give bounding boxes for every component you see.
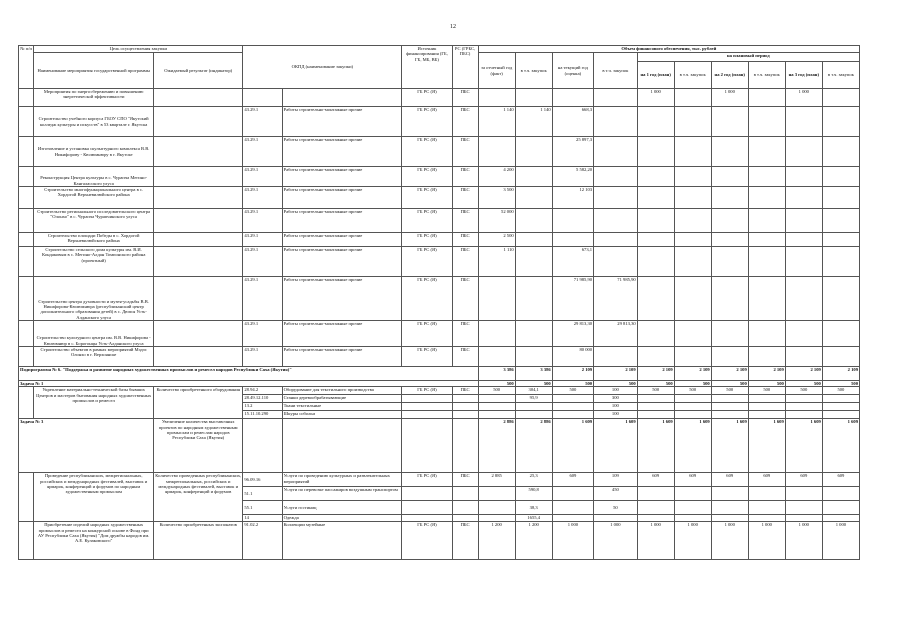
okpd-name-cell: Работы строительно-монтажные прочие	[282, 247, 402, 277]
year1-cell: 1 000	[637, 522, 674, 560]
proc2-cell: 1 000	[594, 522, 638, 560]
year2-cell: 1 000	[711, 89, 748, 107]
okpd-code-cell: 43.29.1	[243, 107, 282, 137]
proc4-cell: 609	[748, 473, 785, 487]
okpd-code-cell: 28.49.12.110	[243, 395, 282, 403]
rs-cell: ПБС	[452, 233, 478, 247]
okpd-code-cell: 15.11.10.290	[243, 411, 282, 419]
okpd-code-cell: 43.29.1	[243, 187, 282, 209]
okpd-name-cell: Работы строительно-монтажные прочие	[282, 137, 402, 167]
header-row-1	[19, 46, 860, 53]
header-incl-proc-1: в т.ч. закупок	[515, 53, 552, 89]
year2-cell: 2 109	[711, 367, 748, 381]
current-cell: 500	[552, 387, 593, 395]
report-cell: 2 500	[478, 233, 515, 247]
proc4-cell: 1 000	[748, 522, 785, 560]
okpd-code-cell: 43.29.1	[243, 167, 282, 187]
source-cell: ГБ РС (Я)	[402, 247, 452, 277]
source-cell: ГБ РС (Я)	[402, 137, 452, 167]
proc2-cell: 50	[594, 501, 638, 515]
proc3-cell: 609	[674, 473, 711, 487]
source-cell: ГБ РС (Я)	[402, 277, 452, 321]
report-cell: 1 110	[478, 247, 515, 277]
proc2-cell: 2 109	[594, 367, 638, 381]
source-cell: ГБ РС (Я)	[402, 187, 452, 209]
source-cell: ГБ РС (Я)	[402, 209, 452, 233]
source-cell: ГБ РС (Я)	[402, 473, 452, 487]
expected-cell: Количество проведенных республиканских, межрегиональных, российских и международных фестивалей, выставок и ярмарок, конференций и форумов	[154, 473, 243, 522]
rs-cell: ПБС	[452, 167, 478, 187]
rs-cell: ПБС	[452, 247, 478, 277]
proc2-cell: 29 813,30	[594, 321, 638, 347]
proc1-cell: 3 386	[515, 367, 552, 381]
proc1-cell: 304,1	[515, 387, 552, 395]
okpd-code-cell: 28.94.2	[243, 387, 282, 395]
rs-cell: ПБС	[452, 107, 478, 137]
proc4-cell: 1 609	[748, 419, 785, 473]
report-cell: 2 885	[478, 473, 515, 487]
header-incl-proc-3: в т.ч. закупок	[674, 62, 711, 89]
proc2-cell: 300	[594, 395, 638, 403]
proc3-cell: 1 609	[674, 419, 711, 473]
procurement-table	[18, 45, 860, 560]
current-cell: 2 109	[552, 367, 593, 381]
proc5-cell: 1 000	[822, 522, 859, 560]
table-row	[19, 473, 860, 487]
table-row	[19, 89, 860, 107]
header-incl-proc-4: в т.ч. закупок	[748, 62, 785, 89]
proc1-cell: 2 886	[515, 419, 552, 473]
rs-cell: ПБС	[452, 522, 478, 560]
okpd-code-cell: 43.29.1	[243, 347, 282, 367]
expected-cell: Количество приобретенного оборудования	[154, 387, 243, 419]
activity-cell: Строительство площади Победы в с. Хордогой Верхневилюйского района	[34, 233, 154, 247]
subprogram-row	[19, 367, 860, 381]
year3-cell: 1 000	[785, 89, 822, 107]
proc3-cell: 1 000	[674, 522, 711, 560]
table-row	[19, 233, 860, 247]
header-year-3: на 3 год (план)	[785, 62, 822, 89]
year3-cell: 2 109	[785, 367, 822, 381]
rs-cell: ПБС	[452, 321, 478, 347]
okpd-code-cell: 43.29.1	[243, 321, 282, 347]
report-cell: 500	[478, 381, 515, 387]
okpd-name-cell: Шкуры собольи	[282, 411, 402, 419]
source-cell: ГБ РС (Я)	[402, 233, 452, 247]
task-title: Задача № 1	[19, 381, 479, 387]
header-volume: Объем финансового обеспечения, тыс. рублей	[478, 46, 859, 53]
report-cell: 1 140	[478, 107, 515, 137]
proc2-cell: 109	[594, 473, 638, 487]
okpd-name-cell: Работы строительно-монтажные прочие	[282, 321, 402, 347]
page-number: 12	[450, 24, 456, 30]
header-num: № п/п	[19, 46, 34, 89]
activity-cell: Укрепление материально-технической базы бывших Центров и мастеров бытования народных художественных промыслов и ремесел	[34, 387, 154, 419]
activity-cell: Строительство объектов в рамках мероприятий Мэдэс Олонхо в г. Верхоянске	[34, 347, 154, 367]
okpd-code-cell: 43.29.1	[243, 233, 282, 247]
year3-cell: 1 000	[785, 522, 822, 560]
header-current: на текущий год (оценка)	[552, 53, 593, 89]
current-cell: 673,1	[552, 247, 593, 277]
header-rs: РС (ГРБС, ПБС)	[452, 46, 478, 89]
report-cell: 2 886	[478, 419, 515, 473]
proc4-cell: 500	[748, 381, 785, 387]
okpd-name-cell: Услуги гостиниц	[282, 501, 402, 515]
header-incl-proc-5: в т.ч. закупок	[822, 62, 859, 89]
activity-cell: Строительство регионального исследовательского центра "Олонхо" в с. Чурапча Чурапчинского улуса	[34, 209, 154, 233]
year1-cell: 1 609	[637, 419, 674, 473]
okpd-name-cell: Работы строительно-монтажные прочие	[282, 233, 402, 247]
table-row	[19, 167, 860, 187]
table-row	[19, 277, 860, 321]
year2-cell: 1 000	[711, 522, 748, 560]
proc2-cell: 1 609	[594, 419, 638, 473]
rs-cell: ПБС	[452, 473, 478, 487]
proc1-cell: 25,3	[515, 473, 552, 487]
source-cell: ГБ РС (Я)	[402, 347, 452, 367]
year1-cell: 2 109	[637, 367, 674, 381]
proc1-cell: 500	[515, 381, 552, 387]
table-row	[19, 522, 860, 560]
subprogram-title: Подпрограмма № 6. "Поддержка и развитие народных художественных промыслов и ремесел народов Республики Саха (Якутия)"	[19, 367, 479, 381]
current-cell: 1 609	[552, 419, 593, 473]
current-cell: 71 985,90	[552, 277, 593, 321]
report-cell: 1 200	[478, 522, 515, 560]
header-purpose: Цель осуществления закупки	[34, 46, 243, 53]
current-cell: 12 103	[552, 187, 593, 209]
proc5-cell: 1 609	[822, 419, 859, 473]
table-row	[19, 107, 860, 137]
activity-cell: Изготовление и установка скульптурного комплекса В.В. Никифорову - Кюлюмнюру в г. Якутске	[34, 137, 154, 167]
proc1-cell: 95,9	[515, 395, 552, 403]
activity-cell: Приобретение изделий народных художественных промыслов и ремесел на конкурсной основе в Фонд при АУ Республики Саха (Якутия) "Дом дружбы народов им. А.Е. Кулаковского"	[34, 522, 154, 560]
proc1-cell: 1 140	[515, 107, 552, 137]
header-year-1: на 1 год (план)	[637, 62, 674, 89]
year2-cell: 609	[711, 473, 748, 487]
year3-cell: 500	[785, 381, 822, 387]
rs-cell: ПБС	[452, 347, 478, 367]
table-row	[19, 209, 860, 233]
activity-cell: Строительство центра духовности и музея-усадьбы В.В. Никифорова-Кюлюмнюра (республиканский центр дополнительного образования детей) в с. Дюпся Усть-Алданского улуса	[34, 277, 154, 321]
proc5-cell: 500	[822, 381, 859, 387]
table-row	[19, 347, 860, 367]
okpd-code-cell: 43.29.1	[243, 209, 282, 233]
okpd-name-cell: Ткани текстильные	[282, 403, 402, 411]
current-cell: 29 813,30	[552, 321, 593, 347]
proc2-cell: 71 985,90	[594, 277, 638, 321]
okpd-name-cell: Работы строительно-монтажные прочие	[282, 187, 402, 209]
report-cell: 4 200	[478, 167, 515, 187]
activity-cell: Строительство учебного корпуса ГБОУ СПО "Якутский колледж культуры и искусств" в 53 квартале г. Якутска	[34, 107, 154, 137]
current-cell: 25 897,3	[552, 137, 593, 167]
current-cell: 5 582,20	[552, 167, 593, 187]
okpd-name-cell: Одежда	[282, 515, 402, 522]
header-plan: на плановый период	[637, 53, 859, 62]
proc5-cell: 609	[822, 473, 859, 487]
current-cell: 80 000	[552, 347, 593, 367]
table-row	[19, 247, 860, 277]
proc2-cell: 500	[594, 381, 638, 387]
header-activity: Наименование мероприятия государственной программы	[34, 53, 154, 89]
proc3-cell: 2 109	[674, 367, 711, 381]
activity-cell: Реконструкция Центра культуры в с. Чурапча Мегино-Кангаласского улуса	[34, 167, 154, 187]
okpd-code-cell: 96.09.16	[243, 473, 282, 487]
proc2-cell: 100	[594, 403, 638, 411]
expected-cell: Количество приобретенных экспонатов	[154, 522, 243, 560]
activity-cell: Строительство многофункционального центра в с. Хордогой Верхневилюйского района	[34, 187, 154, 209]
rs-cell: ПБС	[452, 187, 478, 209]
okpd-name-cell: Оборудование для текстильного производства	[282, 387, 402, 395]
header-source: Источник финансирования (ГБ, ГБ, МБ, ВБ)	[402, 46, 452, 89]
okpd-name-cell: Работы строительно-монтажные прочие	[282, 107, 402, 137]
table-row	[19, 321, 860, 347]
okpd-name-cell: Работы строительно-монтажные прочие	[282, 167, 402, 187]
okpd-code-cell: 43.29.1	[243, 137, 282, 167]
header-okpd: ОКПД (наименование закупки)	[243, 46, 402, 89]
proc4-cell: 500	[748, 387, 785, 395]
source-cell: ГБ РС (Я)	[402, 167, 452, 187]
rs-cell: ПБС	[452, 387, 478, 395]
task-row	[19, 419, 860, 473]
okpd-code-cell: 13.2	[243, 403, 282, 411]
year3-cell: 609	[785, 473, 822, 487]
report-cell: 3 386	[478, 367, 515, 381]
activity-cell: Проведение республиканских, межрегиональных, российских и международных фестивалей, выставок и ярмарок, конференций и форумов по народным художественным промыслам	[34, 473, 154, 522]
table-row	[19, 387, 860, 395]
table-row	[19, 187, 860, 209]
source-cell: ГБ РС (Я)	[402, 89, 452, 107]
year2-cell: 500	[711, 387, 748, 395]
okpd-name-cell: Работы строительно-монтажные прочие	[282, 277, 402, 321]
okpd-code-cell: 14	[243, 515, 282, 522]
year3-cell: 500	[785, 387, 822, 395]
source-cell: ГБ РС (Я)	[402, 522, 452, 560]
proc3-cell: 500	[674, 381, 711, 387]
proc2-cell: 450	[594, 487, 638, 501]
activity-cell: Строительство культурного центра им. В.В. Никифорова - Кюлюмнюр в с. Борогонцы Усть-Алданского улуса	[34, 321, 154, 347]
proc5-cell: 2 109	[822, 367, 859, 381]
proc1-cell: 1655,4	[515, 515, 552, 522]
okpd-name-cell: Станки деревообрабатывающие	[282, 395, 402, 403]
proc4-cell: 2 109	[748, 367, 785, 381]
task-title: Задача № 3	[19, 419, 154, 473]
year3-cell: 1 609	[785, 419, 822, 473]
okpd-code-cell: 51.1	[243, 487, 282, 501]
report-cell: 3 500	[478, 187, 515, 209]
okpd-code-cell: 43.29.1	[243, 277, 282, 321]
year1-cell: 500	[637, 387, 674, 395]
table-row	[19, 137, 860, 167]
okpd-code-cell: 55.1	[243, 501, 282, 515]
source-cell: ГБ РС (Я)	[402, 107, 452, 137]
year2-cell: 500	[711, 381, 748, 387]
source-cell: ГБ РС (Я)	[402, 387, 452, 395]
proc5-cell: 500	[822, 387, 859, 395]
okpd-name-cell: Коллекции музейные	[282, 522, 402, 560]
year1-cell: 609	[637, 473, 674, 487]
okpd-name-cell: Работы строительно-монтажные прочие	[282, 209, 402, 233]
okpd-code-cell: 43.29.1	[243, 247, 282, 277]
header-year-2: на 2 год (план)	[711, 62, 748, 89]
proc1-cell: 590,8	[515, 487, 552, 501]
okpd-code-cell: 91.02.2	[243, 522, 282, 560]
activity-cell: Строительство сельского дома культуры им. В.И. Кондаковым в с. Мегино-Алдан Томпонского района (проектный)	[34, 247, 154, 277]
year2-cell: 1 609	[711, 419, 748, 473]
proc1-cell: 1 200	[515, 522, 552, 560]
activity-cell: Мероприятия по энергосбережению и повышению энергетической эффективности	[34, 89, 154, 107]
rs-cell: ПБС	[452, 277, 478, 321]
report-cell: 52 000	[478, 209, 515, 233]
current-cell: 500	[552, 381, 593, 387]
report-cell: 500	[478, 387, 515, 395]
header-report: за отчетный год (факт)	[478, 53, 515, 89]
year1-cell: 500	[637, 381, 674, 387]
rs-cell: ПБС	[452, 89, 478, 107]
okpd-name-cell: Работы строительно-монтажные прочие	[282, 347, 402, 367]
current-cell: 609	[552, 473, 593, 487]
proc3-cell: 500	[674, 387, 711, 395]
header-incl-proc-2: в т.ч. закупок	[594, 53, 638, 89]
okpd-name-cell: Услуги по перевозке пассажиров воздушным транспортом	[282, 487, 402, 501]
okpd-name-cell: Услуги по проведению культурных и развлекательных мероприятий	[282, 473, 402, 487]
proc2-cell: 100	[594, 387, 638, 395]
expected-cell: Увеличение количества выставочных проектов по народным художественным промыслам и ремеслам народов Республики Саха (Якутия)	[154, 419, 243, 473]
proc2-cell: 100	[594, 411, 638, 419]
year1-cell: 1 000	[637, 89, 674, 107]
source-cell: ГБ РС (Я)	[402, 321, 452, 347]
header-expected: Ожидаемый результат (индикатор)	[154, 53, 243, 89]
rs-cell: ПБС	[452, 137, 478, 167]
current-cell: 1 000	[552, 522, 593, 560]
rs-cell: ПБС	[452, 209, 478, 233]
current-cell: 668,3	[552, 107, 593, 137]
proc1-cell: 38,3	[515, 501, 552, 515]
